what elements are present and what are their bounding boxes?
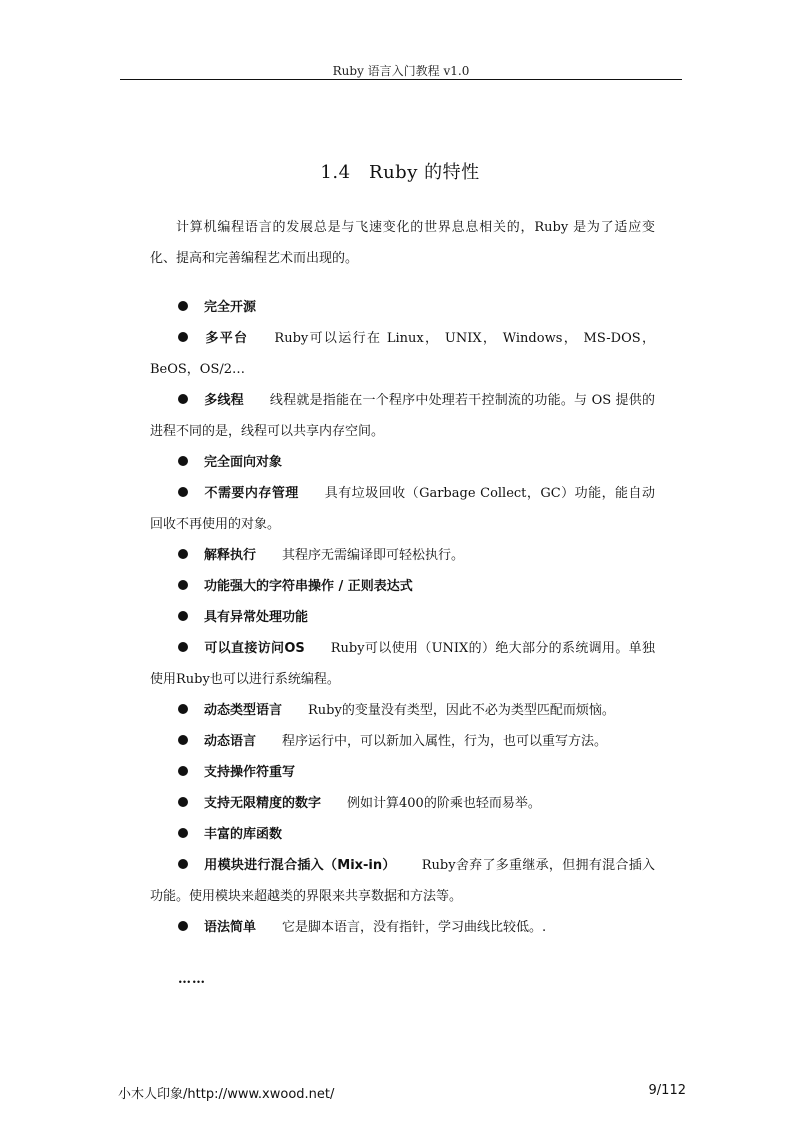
bullet-icon: [178, 642, 188, 652]
feature-term: 完全面向对象: [204, 455, 283, 470]
page-number: 9/112: [648, 1083, 686, 1098]
feature-term: 多线程: [204, 393, 244, 408]
intro-text: 计算机编程语言的发展总是与飞速变化的世界息息相关的，Ruby 是为了适应变化、提高和完善编程艺术而出现的。: [150, 220, 655, 266]
feature-item: [150, 447, 655, 478]
feature-desc: Ruby可以运行在 Linux， UNIX， Windows， MS-DOS，BeOS，OS/2…: [150, 331, 655, 377]
feature-term: 丰富的库函数: [204, 827, 283, 842]
feature-term: 用模块进行混合插入（Mix-in）: [204, 858, 396, 873]
feature-item: [150, 323, 655, 385]
feature-term: 具有异常处理功能: [204, 610, 309, 625]
feature-desc: 例如计算400的阶乘也轻而易举。: [347, 796, 541, 811]
bullet-icon: [178, 921, 188, 931]
bullet-icon: [178, 797, 188, 807]
feature-desc: 线程就是指能在一个程序中处理若干控制流的功能。与 OS 提供的进程不同的是，线程可以共享内存空间。: [150, 393, 655, 439]
bullet-icon: [178, 735, 188, 745]
feature-term: 动态语言: [204, 734, 257, 749]
feature-item: [150, 757, 655, 788]
footer-site-link[interactable]: 小木人印象/http://www.xwood.net/: [118, 1087, 335, 1102]
section-title: 1.4 Ruby 的特性: [320, 162, 480, 183]
feature-term: 动态类型语言: [204, 703, 283, 718]
feature-item: [150, 726, 655, 757]
bullet-icon: [178, 394, 188, 404]
feature-term: 语法简单: [204, 920, 257, 935]
feature-term: 完全开源: [204, 300, 257, 315]
running-header: Ruby 语言入门教程 v1.0: [332, 64, 470, 78]
feature-item: [150, 478, 655, 540]
feature-desc: 具有垃圾回收（Garbage Collect，GC）功能，能自动回收不再使用的对象。: [150, 486, 655, 532]
feature-item: [150, 633, 655, 695]
feature-desc: Ruby的变量没有类型，因此不必为类型匹配而烦恼。: [308, 703, 615, 718]
feature-desc: 其程序无需编译即可轻松执行。: [282, 548, 465, 563]
feature-item: [150, 602, 655, 633]
feature-item: [150, 695, 655, 726]
feature-term: 解释执行: [204, 548, 257, 563]
bullet-icon: [178, 456, 188, 466]
bullet-icon: [178, 766, 188, 776]
feature-item: [150, 292, 655, 323]
feature-term: 支持操作符重写: [204, 765, 296, 780]
bullet-icon: [178, 704, 188, 714]
header-rule: [120, 79, 682, 80]
feature-item: [150, 819, 655, 850]
bullet-icon: [178, 487, 188, 497]
feature-desc: Ruby舍弃了多重继承，但拥有混合插入功能。使用模块来超越类的界限来共享数据和方法等。: [150, 858, 655, 904]
feature-item: [150, 385, 655, 447]
feature-term: 不需要内存管理: [204, 486, 299, 501]
feature-term: 功能强大的字符串操作 / 正则表达式: [204, 579, 413, 594]
feature-item: [150, 571, 655, 602]
feature-term: 支持无限精度的数字: [204, 796, 322, 811]
feature-desc: 它是脚本语言，没有指针，学习曲线比较低。.: [282, 920, 547, 935]
bullet-icon: [178, 301, 188, 311]
feature-desc: 程序运行中，可以新加入属性，行为，也可以重写方法。: [282, 734, 608, 749]
feature-item: [150, 788, 655, 819]
bullet-icon: [178, 580, 188, 590]
feature-item: [150, 912, 655, 943]
bullet-icon: [178, 611, 188, 621]
feature-list: [150, 292, 655, 943]
feature-item: [150, 540, 655, 571]
intro-paragraph: [150, 212, 655, 274]
feature-term: 多平台: [204, 331, 249, 346]
bullet-icon: [178, 859, 188, 869]
bullet-icon: [178, 332, 188, 342]
bullet-icon: [178, 549, 188, 559]
feature-item: [150, 850, 655, 912]
feature-desc: Ruby可以使用（UNIX的）绝大部分的系统调用。单独使用Ruby也可以进行系统编程。: [150, 641, 655, 687]
continuation-ellipsis: ……: [178, 972, 206, 987]
bullet-icon: [178, 828, 188, 838]
feature-term: 可以直接访问OS: [204, 641, 305, 656]
